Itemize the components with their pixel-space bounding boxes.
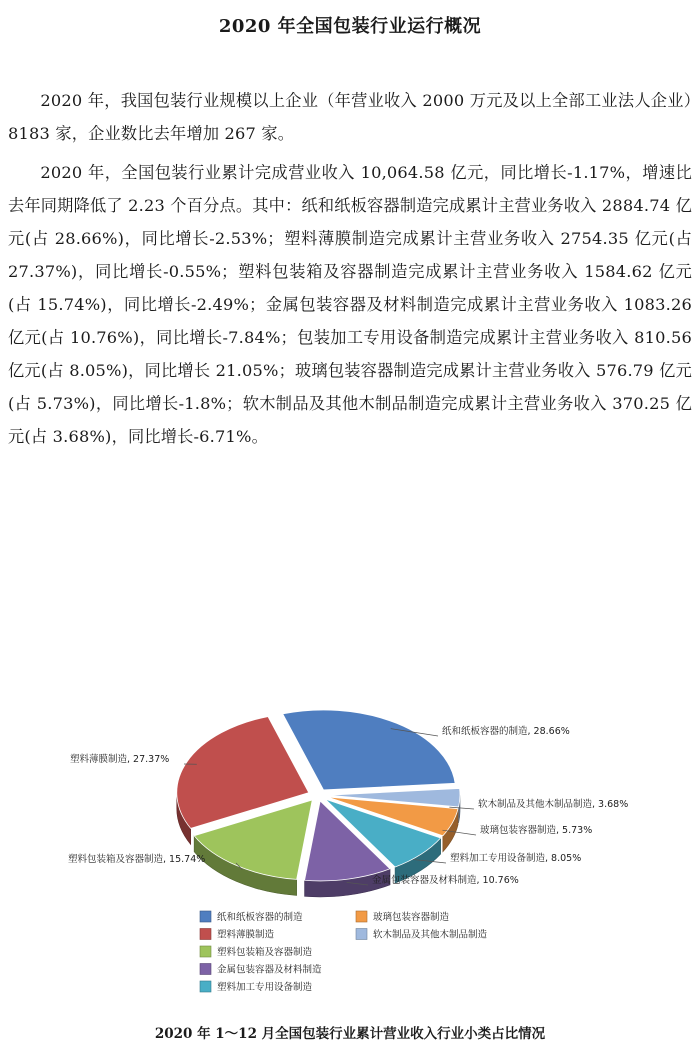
legend-label-3: 金属包装容器及材料制造 <box>217 964 322 976</box>
pie-slice-label-1: 软木制品及其他木制品制造, 3.68% <box>478 799 629 810</box>
legend-swatch-0 <box>200 911 211 922</box>
pie-slice-label-6: 塑料薄膜制造, 27.37% <box>70 754 170 765</box>
legend-label-6: 软木制品及其他木制品制造 <box>373 929 488 941</box>
legend-swatch-6 <box>356 929 367 940</box>
legend-swatch-2 <box>200 946 211 957</box>
legend-swatch-1 <box>200 929 211 940</box>
article-title: 2020 年全国包装行业运行概况 <box>218 16 482 37</box>
legend-label-1: 塑料薄膜制造 <box>217 929 275 941</box>
paragraph-revenue-breakdown: 2020 年，全国包装行业累计完成营业收入 10,064.58 亿元，同比增长-1.17%，增速比去年同期降低了 2.23 个百分点。其中：纸和纸板容器制造完成累计主营业务收入 2884.74 亿元(占 28.66%)，同比增长-2.53%；塑料薄膜制造完成累计主营业务收入 2754.35 亿元(占 27.37%)，同比增长-0.55%；塑料包装箱及容器制造完成累计主营业务收入 1584.62 亿元(占 15.74%)，同比增长-2.49%；金属包装容器及材料制造完成累计主营业务收入 1083.26 亿元(占 10.76%)，同比增长-7.84%；包装加工专用设备制造完成累计主营业务收入 810.56 亿元(占 8.05%)，同比增长 21.05%；玻璃包装容器制造完成累计主营业务收入 576.79 亿元(占 5.73%)，同比增长-1.8%；软木制品及其他木制品制造完成累计主营业务收入 370.25 亿元(占 3.68%)，同比增长-6.71%。 <box>8 163 692 446</box>
legend-label-5: 玻璃包装容器制造 <box>373 912 450 923</box>
pie-slice-label-4: 金属包装容器及材料制造, 10.76% <box>372 875 519 886</box>
legend-swatch-5 <box>356 911 367 922</box>
legend-swatch-4 <box>200 981 211 992</box>
chart-caption: 2020 年 1～12 月全国包装行业累计营业收入行业小类占比情况 <box>154 1026 546 1042</box>
pie-slice-label-0: 纸和纸板容器的制造, 28.66% <box>442 726 570 737</box>
legend-label-2: 塑料包装箱及容器制造 <box>217 947 313 958</box>
legend-label-0: 纸和纸板容器的制造 <box>217 912 303 923</box>
revenue-share-pie-chart <box>0 690 700 1000</box>
pie-slice-label-2: 玻璃包装容器制造, 5.73% <box>480 825 593 836</box>
legend-label-4: 塑料加工专用设备制造 <box>217 982 313 993</box>
pie-slice-label-5: 塑料包装箱及容器制造, 15.74% <box>68 854 206 865</box>
article-body <box>8 84 692 453</box>
chart-legend <box>200 911 488 993</box>
pie-slices <box>177 710 460 897</box>
pie-slice-0 <box>283 710 455 790</box>
legend-swatch-3 <box>200 964 211 975</box>
paragraph-enterprise-count: 2020 年，我国包装行业规模以上企业（年营业收入 2000 万元及以上全部工业法人企业）8183 家，企业数比去年增加 267 家。 <box>8 91 692 143</box>
pie-slice-label-3: 塑料加工专用设备制造, 8.05% <box>450 853 582 864</box>
